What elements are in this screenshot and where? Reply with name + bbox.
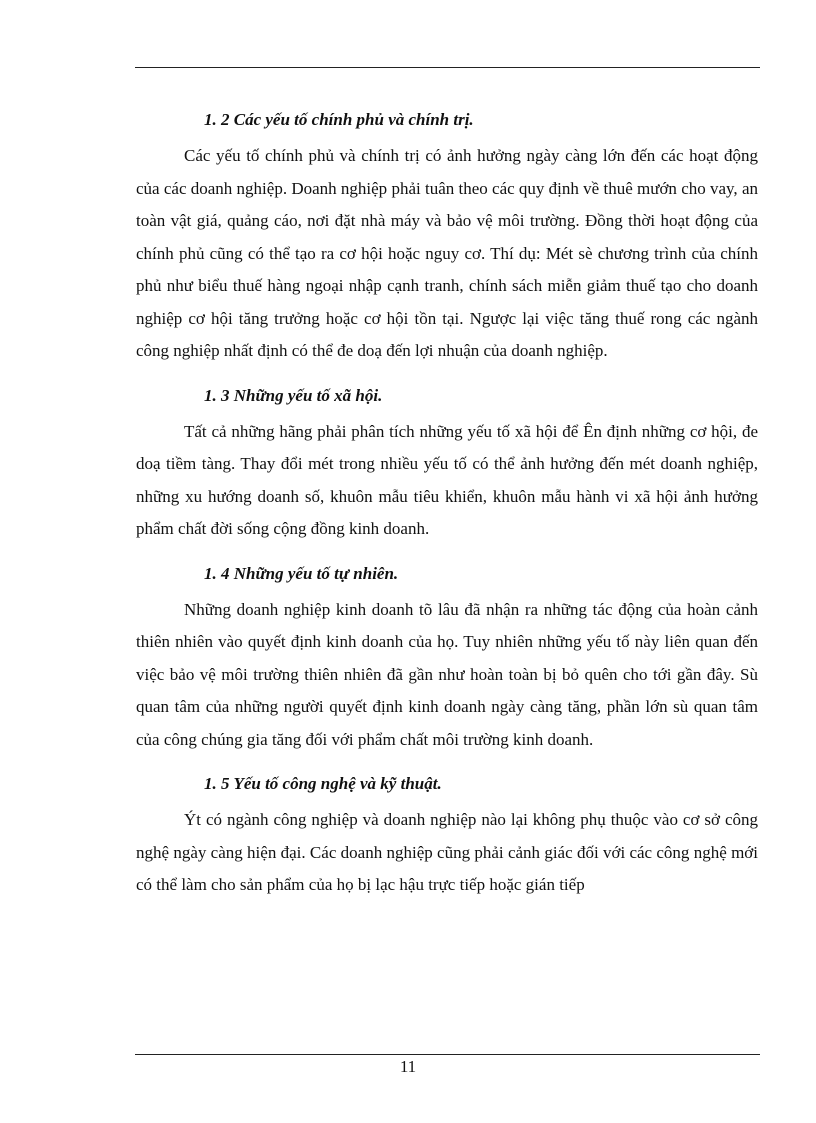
section-heading: 1. 3 Những yếu tố xã hội. (204, 385, 383, 405)
section-social-factors (136, 380, 758, 546)
footer-rule (135, 1054, 760, 1055)
header-rule (135, 67, 760, 68)
section-heading: 1. 5 Yếu tố công nghệ và kỹ thuật. (204, 774, 442, 793)
section-heading: 1. 2 Các yếu tố chính phủ và chính trị. (204, 110, 474, 129)
section-paragraph: Tất cả những hãng phải phân tích những yếu tố xã hội để Ên định những cơ hội, đe doạ tiềm tàng. Thay đổi mét trong nhiều yếu tố có thể ảnh hưởng đến mét doanh nghiệp, những xu hướng doanh số, khuôn mẫu tiêu khiển, khuôn mẫu hành vi xã hội ảnh hưởng phẩm chất đời sống cộng đồng kinh doanh. (136, 421, 758, 538)
section-natural-factors (136, 558, 758, 757)
section-paragraph: Ýt có ngành công nghiệp và doanh nghiệp nào lại không phụ thuộc vào cơ sở công nghệ ngày càng hiện đại. Các doanh nghiệp cũng phải cảnh giác đối với các công nghệ mới có thể làm cho sản phẩm của họ bị lạc hậu trực tiếp hoặc gián tiếp (136, 810, 758, 894)
section-paragraph: Các yếu tố chính phủ và chính trị có ảnh hưởng ngày càng lớn đến các hoạt động của các doanh nghiệp. Doanh nghiệp phải tuân theo các quy định về thuê mướn cho vay, an toàn vật giá, quảng cáo, nơi đặt nhà máy và bảo vệ môi trường. Đồng thời hoạt động của chính phủ cũng có thể tạo ra cơ hội hoặc nguy cơ. Thí dụ: Mét sè chương trình của chính phủ như biểu thuế hàng ngoại nhập cạnh tranh, chính sách miễn giảm thuế tạo cho doanh nghiệp cơ hội tăng trưởng hoặc cơ hội tồn tại. Ngược lại việc tăng thuế rong các ngành công nghiệp nhất định có thể đe doạ đến lợi nhuận của doanh nghiệp. (136, 146, 758, 360)
page-number: 11 (399, 1057, 417, 1076)
section-government-politics (136, 104, 758, 368)
section-paragraph: Những doanh nghiệp kinh doanh tõ lâu đã nhận ra những tác động của hoàn cảnh thiên nhiên vào quyết định kinh doanh của họ. Tuy nhiên những yếu tố này liên quan đến việc bảo vệ môi trường thiên nhiên đã gần như hoàn toàn bị bỏ quên cho tới gần đây. Sù quan tâm của những người quyết định kinh doanh ngày càng tăng, phần lớn sù quan tâm của công chúng gia tăng đối với phẩm chất môi trường kinh doanh. (136, 599, 758, 749)
section-heading: 1. 4 Những yếu tố tự nhiên. (204, 563, 399, 583)
page-body (136, 104, 758, 914)
section-technology-factors (136, 768, 758, 902)
